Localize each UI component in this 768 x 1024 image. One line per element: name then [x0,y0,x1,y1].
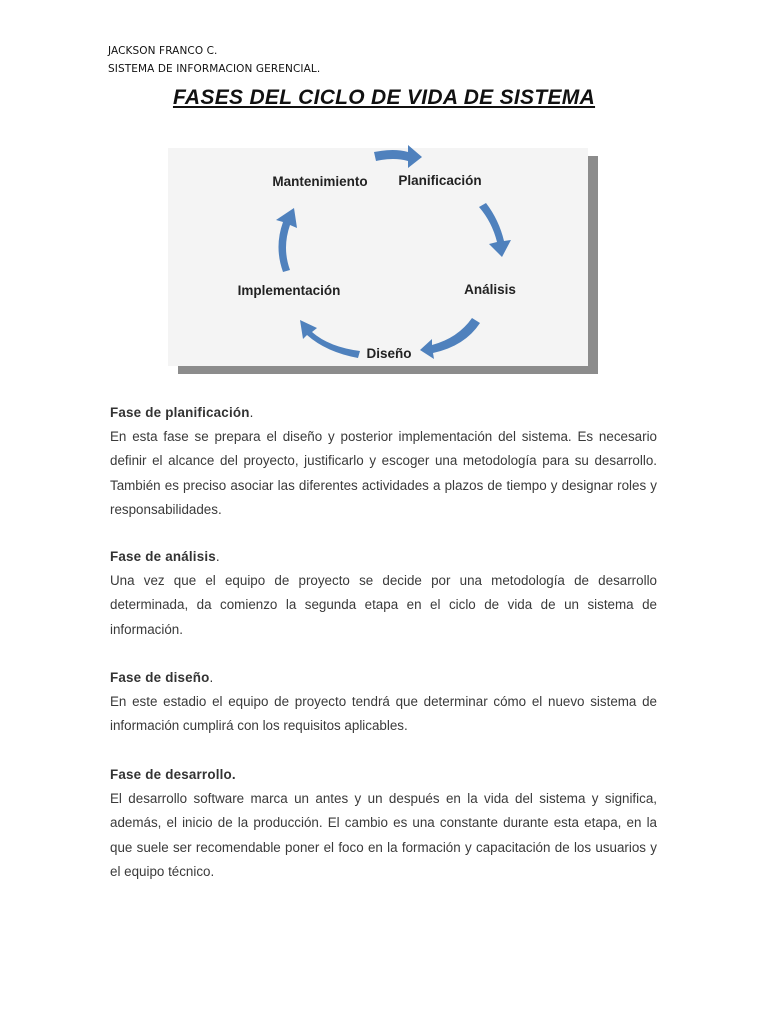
section-title-suffix: . [209,670,214,685]
node-planificacion: Planificación [398,173,482,188]
section-body: En esta fase se prepara el diseño y posterior implementación del sistema. Es necesario definir el alcance del proyecto, justificarlo y escoger una metodología para su desarrollo. También es preciso asociar las diferentes actividades a plazos de tiempo y designar roles y responsabilidades. [110,429,657,517]
lifecycle-diagram [168,142,600,376]
document-title: FASES DEL CICLO DE VIDA DE SISTEMA [172,86,596,109]
course-name: SISTEMA DE INFORMACION GERENCIAL. [108,63,321,75]
section-title-suffix: . [249,405,254,420]
section-body: En este estadio el equipo de proyecto tendrá que determinar cómo el nuevo sistema de información cumplirá con los requisitos aplicables. [110,694,657,734]
author-name: JACKSON FRANCO C. [108,45,218,57]
document-header [108,42,320,78]
section-title-suffix: . [215,549,220,564]
node-analisis: Análisis [464,282,516,297]
section-title: Fase de planificación [110,405,250,420]
diagram-frame [168,148,588,366]
section-body: Una vez que el equipo de proyecto se decide por una metodología de desarrollo determinada, da comienzo la segunda etapa en el ciclo de vida de un sistema de información. [110,573,657,637]
section-analisis [110,545,657,642]
section-title: Fase de análisis [110,549,216,564]
section-diseno [110,666,657,739]
node-diseno: Diseño [366,346,412,361]
section-title: Fase de diseño [110,670,210,685]
section-title: Fase de desarrollo. [110,767,236,782]
node-mantenimiento: Mantenimiento [272,174,368,189]
section-desarrollo [110,763,657,884]
node-implementacion: Implementación [237,283,341,298]
section-planificacion [110,401,657,522]
section-body: El desarrollo software marca un antes y un después en la vida del sistema y significa, además, el inicio de la producción. El cambio es una constante durante esta etapa, en la que suele ser recomendable poner el foco en la formación y capacitación de los usuarios y el equipo técnico. [110,791,657,879]
